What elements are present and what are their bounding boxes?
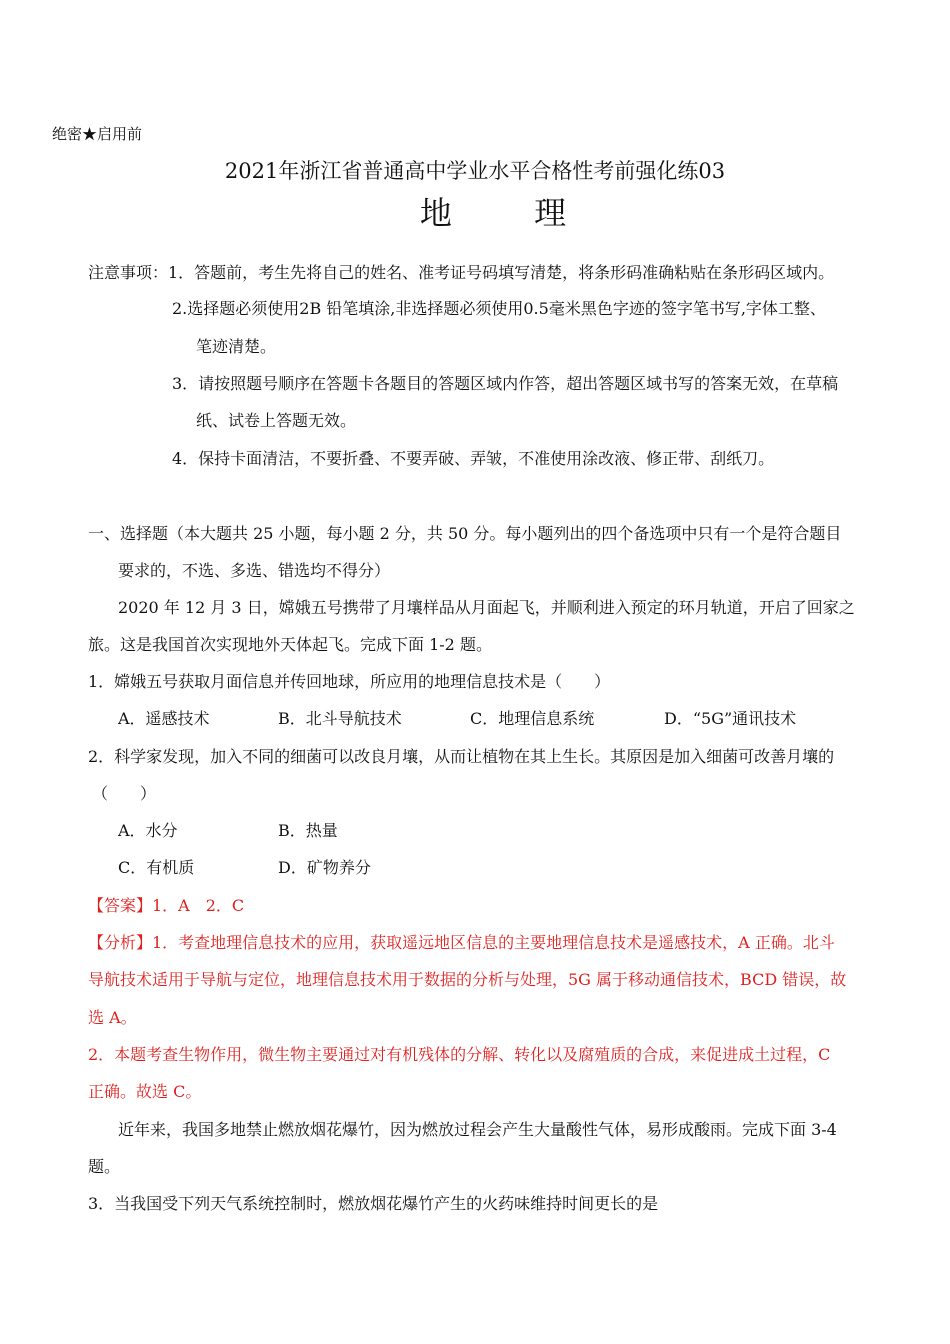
analysis-2-cont: 正确。故选 C。 <box>88 1082 202 1101</box>
section-heading: 一、选择题（本大题共 25 小题，每小题 2 分，共 50 分。每小题列出的四个备选项中只有一个是符合题目 <box>88 524 842 543</box>
notice-item-4: 4．保持卡面清洁，不要折叠、不要弄破、弄皱，不准使用涂改液、修正带、刮纸刀。 <box>172 449 775 468</box>
analysis-1: 【分析】1．考查地理信息技术的应用，获取遥远地区信息的主要地理信息技术是遥感技术，A 正确。北斗 <box>88 933 835 952</box>
notice-item-2-cont: 笔迹清楚。 <box>196 337 277 356</box>
answer-line: 【答案】1．A 2．C <box>88 896 245 915</box>
material-1: 2020 年 12 月 3 日，嫦娥五号携带了月壤样品从月面起飞，并顺利进入预定的环月轨道，开启了回家之 <box>118 598 855 617</box>
material-2: 近年来，我国多地禁止燃放烟花爆竹，因为燃放过程会产生大量酸性气体，易形成酸雨。完成下面 3-4 <box>118 1120 837 1139</box>
notice-item-3: 3．请按照题号顺序在答题卡各题目的答题区域内作答，超出答题区域书写的答案无效，在草稿 <box>172 374 839 393</box>
q1-option-c: C．地理信息系统 <box>470 709 595 728</box>
notice-item-2: 2.选择题必须使用2B 铅笔填涂,非选择题必须使用0.5毫米黑色字迹的签字笔书写,字体工整、 <box>172 299 826 318</box>
question-3: 3．当我国受下列天气系统控制时，燃放烟花爆竹产生的火药味维持时间更长的是 <box>88 1194 659 1213</box>
analysis-1-end: 选 A。 <box>88 1008 137 1027</box>
q2-option-d: D．矿物养分 <box>278 858 371 877</box>
notice-item-3-cont: 纸、试卷上答题无效。 <box>196 411 357 430</box>
secret-label: 绝密★启用前 <box>52 125 143 143</box>
question-1: 1．嫦娥五号获取月面信息并传回地球，所应用的地理信息技术是（ ） <box>88 672 611 691</box>
question-2: 2．科学家发现，加入不同的细菌可以改良月壤，从而让植物在其上生长。其原因是加入细菌可改善月壤的 <box>88 747 835 766</box>
question-2-cont: （ ） <box>92 784 157 803</box>
exam-title: 2021年浙江省普通高中学业水平合格性考前强化练03 <box>224 159 726 183</box>
q1-option-b: B．北斗导航技术 <box>278 709 402 728</box>
section-heading-cont: 要求的，不选、多选、错选均不得分） <box>118 561 391 580</box>
q1-option-a: A．遥感技术 <box>118 709 210 728</box>
q2-option-b: B．热量 <box>278 821 338 840</box>
material-1-cont: 旅。这是我国首次实现地外天体起飞。完成下面 1-2 题。 <box>88 635 492 654</box>
analysis-2: 2．本题考查生物作用，微生物主要通过对有机残体的分解、转化以及腐殖质的合成，来促进成土过程，C <box>88 1045 831 1064</box>
q2-option-a: A．水分 <box>118 821 178 840</box>
q1-option-d: D．“5G”通讯技术 <box>664 709 797 728</box>
notice-item-1: 注意事项：1．答题前，考生先将自己的姓名、准考证号码填写清楚，将条形码准确粘贴在条形码区域内。 <box>88 263 835 282</box>
analysis-1-cont: 导航技术适用于导航与定位，地理信息技术用于数据的分析与处理，5G 属于移动通信技术，BCD 错误，故 <box>88 970 847 989</box>
material-2-cont: 题。 <box>88 1157 121 1176</box>
subject-title: 地 理 <box>419 194 603 232</box>
q2-option-c: C．有机质 <box>118 858 195 877</box>
